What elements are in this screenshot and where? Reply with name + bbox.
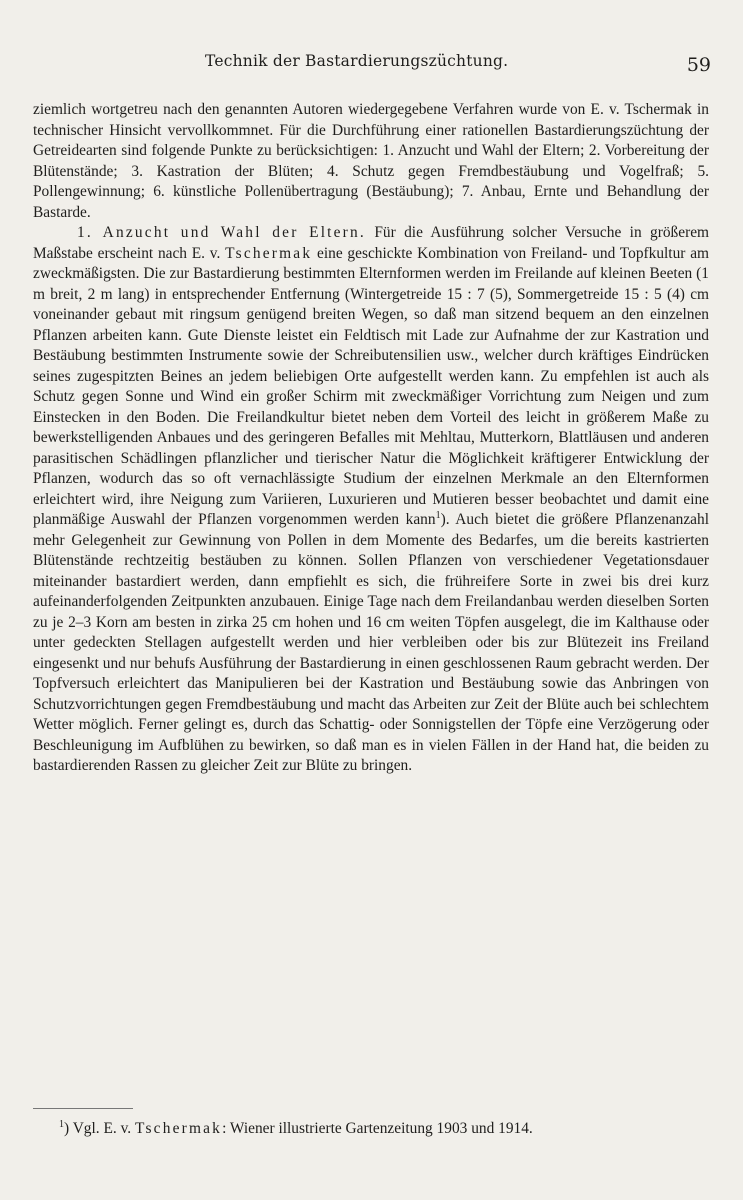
footnote <box>33 1118 709 1140</box>
footnote-text: : Wiener illustrierte Gartenzeitung 1903 und 1914. <box>222 1120 533 1137</box>
footnote-marker: 1 <box>59 1118 64 1130</box>
paragraph-text: eine geschickte Kombination von Freiland- und Topfkultur am zweckmäßigsten. Die zur Bastardierung bestimmten Elternformen werden im Freilande auf kleinen Beeten (1 m breit, 2 m lang) in entsprechender Entfernung (Wintergetreide 15 : 7 (5), Sommergetreide 15 : 5 (4) cm voneinander gebaut mit ringsum genügend breiten Wegen, so daß man sitzend bequem an den einzelnen Pflanzen arbeiten kann. Gute Dienste leistet ein Feldtisch mit Lade zur Aufnahme der zur Kastration und Bestäubung bestimmten Instrumente sowie der Schreibutensilien usw., welcher durch kräftiges Eindrücken seines zugespitzten Beines an jedem beliebigen Orte aufgestellt werden kann. Zu empfehlen ist auch als Schutz gegen Sonne und Wind ein großer Schirm mit zweckmäßiger Vorrichtung zum Neigen und zum Einstecken in den Boden. Die Freilandkultur bietet neben dem Vorteil des leicht in größerem Maße zu bewerkstelligenden Anbaues und des geringeren Befalles mit Mehltau, Mutterkorn, Blattläusen und anderen parasitischen Schädlingen pflanzlicher und tierischer Natur die Möglichkeit kräftigerer Entwicklung der Pflanzen, wodurch das so oft vernachlässigte Studium der einzelnen Merkmale an den Elternformen erleichtert wird, ihre Neigung zum Variieren, Luxurieren und Mutieren besser beobachtet und damit eine planmäßige Auswahl der Pflanzen vorgenommen werden kann <box>33 244 709 528</box>
paragraph-intro: ziemlich wortgetreu nach den genannten Autoren wiedergegebene Verfahren wurde von E. v. Tschermak in technischer Hinsicht vervollkommnet. Für die Durchführung einer rationellen Bastardierungszüchtung der Getreidearten sind folgende Punkte zu berücksichtigen: 1. Anzucht und Wahl der Eltern; 2. Vorbereitung der Blütenstände; 3. Kastration der Blüten; 4. Schutz gegen Fremdbestäubung und Vogelfraß; 5. Pollengewinnung; 6. künstliche Pollenübertragung (Bestäubung); 7. Anbau, Ernte und Behandlung der Bastarde. <box>33 101 709 221</box>
footnote-author-name: Tschermak <box>134 1120 223 1137</box>
body-text <box>33 100 709 777</box>
page-number: 59 <box>686 54 711 76</box>
footnote-divider <box>33 1108 133 1109</box>
running-head <box>0 52 743 76</box>
author-name: Tschermak <box>225 244 313 262</box>
paragraph-section-1 <box>33 223 709 777</box>
paragraph-text: Für die Ausführung solcher Versuche in größerem Maßstabe erscheint nach E. v. <box>33 224 709 262</box>
running-title: Technik der Bastardierungszüchtung. <box>205 52 509 70</box>
footnote-reference: 1 <box>435 509 441 521</box>
paragraph-text: ). Auch bietet die größere Pflanzenanzahl mehr Gelegenheit zur Gewinnung von Pollen in dem Momente des Bedarfes, um die bereits kastrierten Blütenstände rechtzeitig bestäuben zu können. Sollen Pflanzen von verschiedener Vegetationsdauer miteinander bastardiert werden, dann empfiehlt es sich, die frühreifere Sorte in zwei bis drei kurz aufeinanderfolgenden Zeitpunkten anzubauen. Einige Tage nach dem Freilandanbau werden dieselben Sorten zu je 2–3 Korn am besten in zirka 25 cm hohen und 16 cm weiten Töpfen ausgelegt, die im Kalthause oder unter gedeckten Stellagen aufgestellt werden und hier verbleiben oder bis zur Blütezeit ins Freiland eingesenkt und nur behufs Ausführung der Bastardierung in einen geschlossenen Raum gebracht werden. Der Topfversuch erleichtert das Manipulieren bei der Kastration und Bestäubung sowie das Anbringen von Schutzvorrichtungen gegen Fremdbestäubung und macht das Arbeiten zur Zeit der Blüte auch bei schlechtem Wetter möglich. Ferner gelingt es, durch das Schattig- oder Sonnigstellen der Töpfe eine Verzögerung oder Beschleunigung im Aufblühen zu bewirken, so daß man es in vielen Fällen in der Hand hat, die beiden zu bastardierenden Rassen zu gleicher Zeit zur Blüte zu bringen. <box>33 511 709 774</box>
section-heading: 1. Anzucht und Wahl der Eltern. <box>77 224 366 241</box>
footnote-text: ) Vgl. E. v. <box>64 1120 135 1137</box>
